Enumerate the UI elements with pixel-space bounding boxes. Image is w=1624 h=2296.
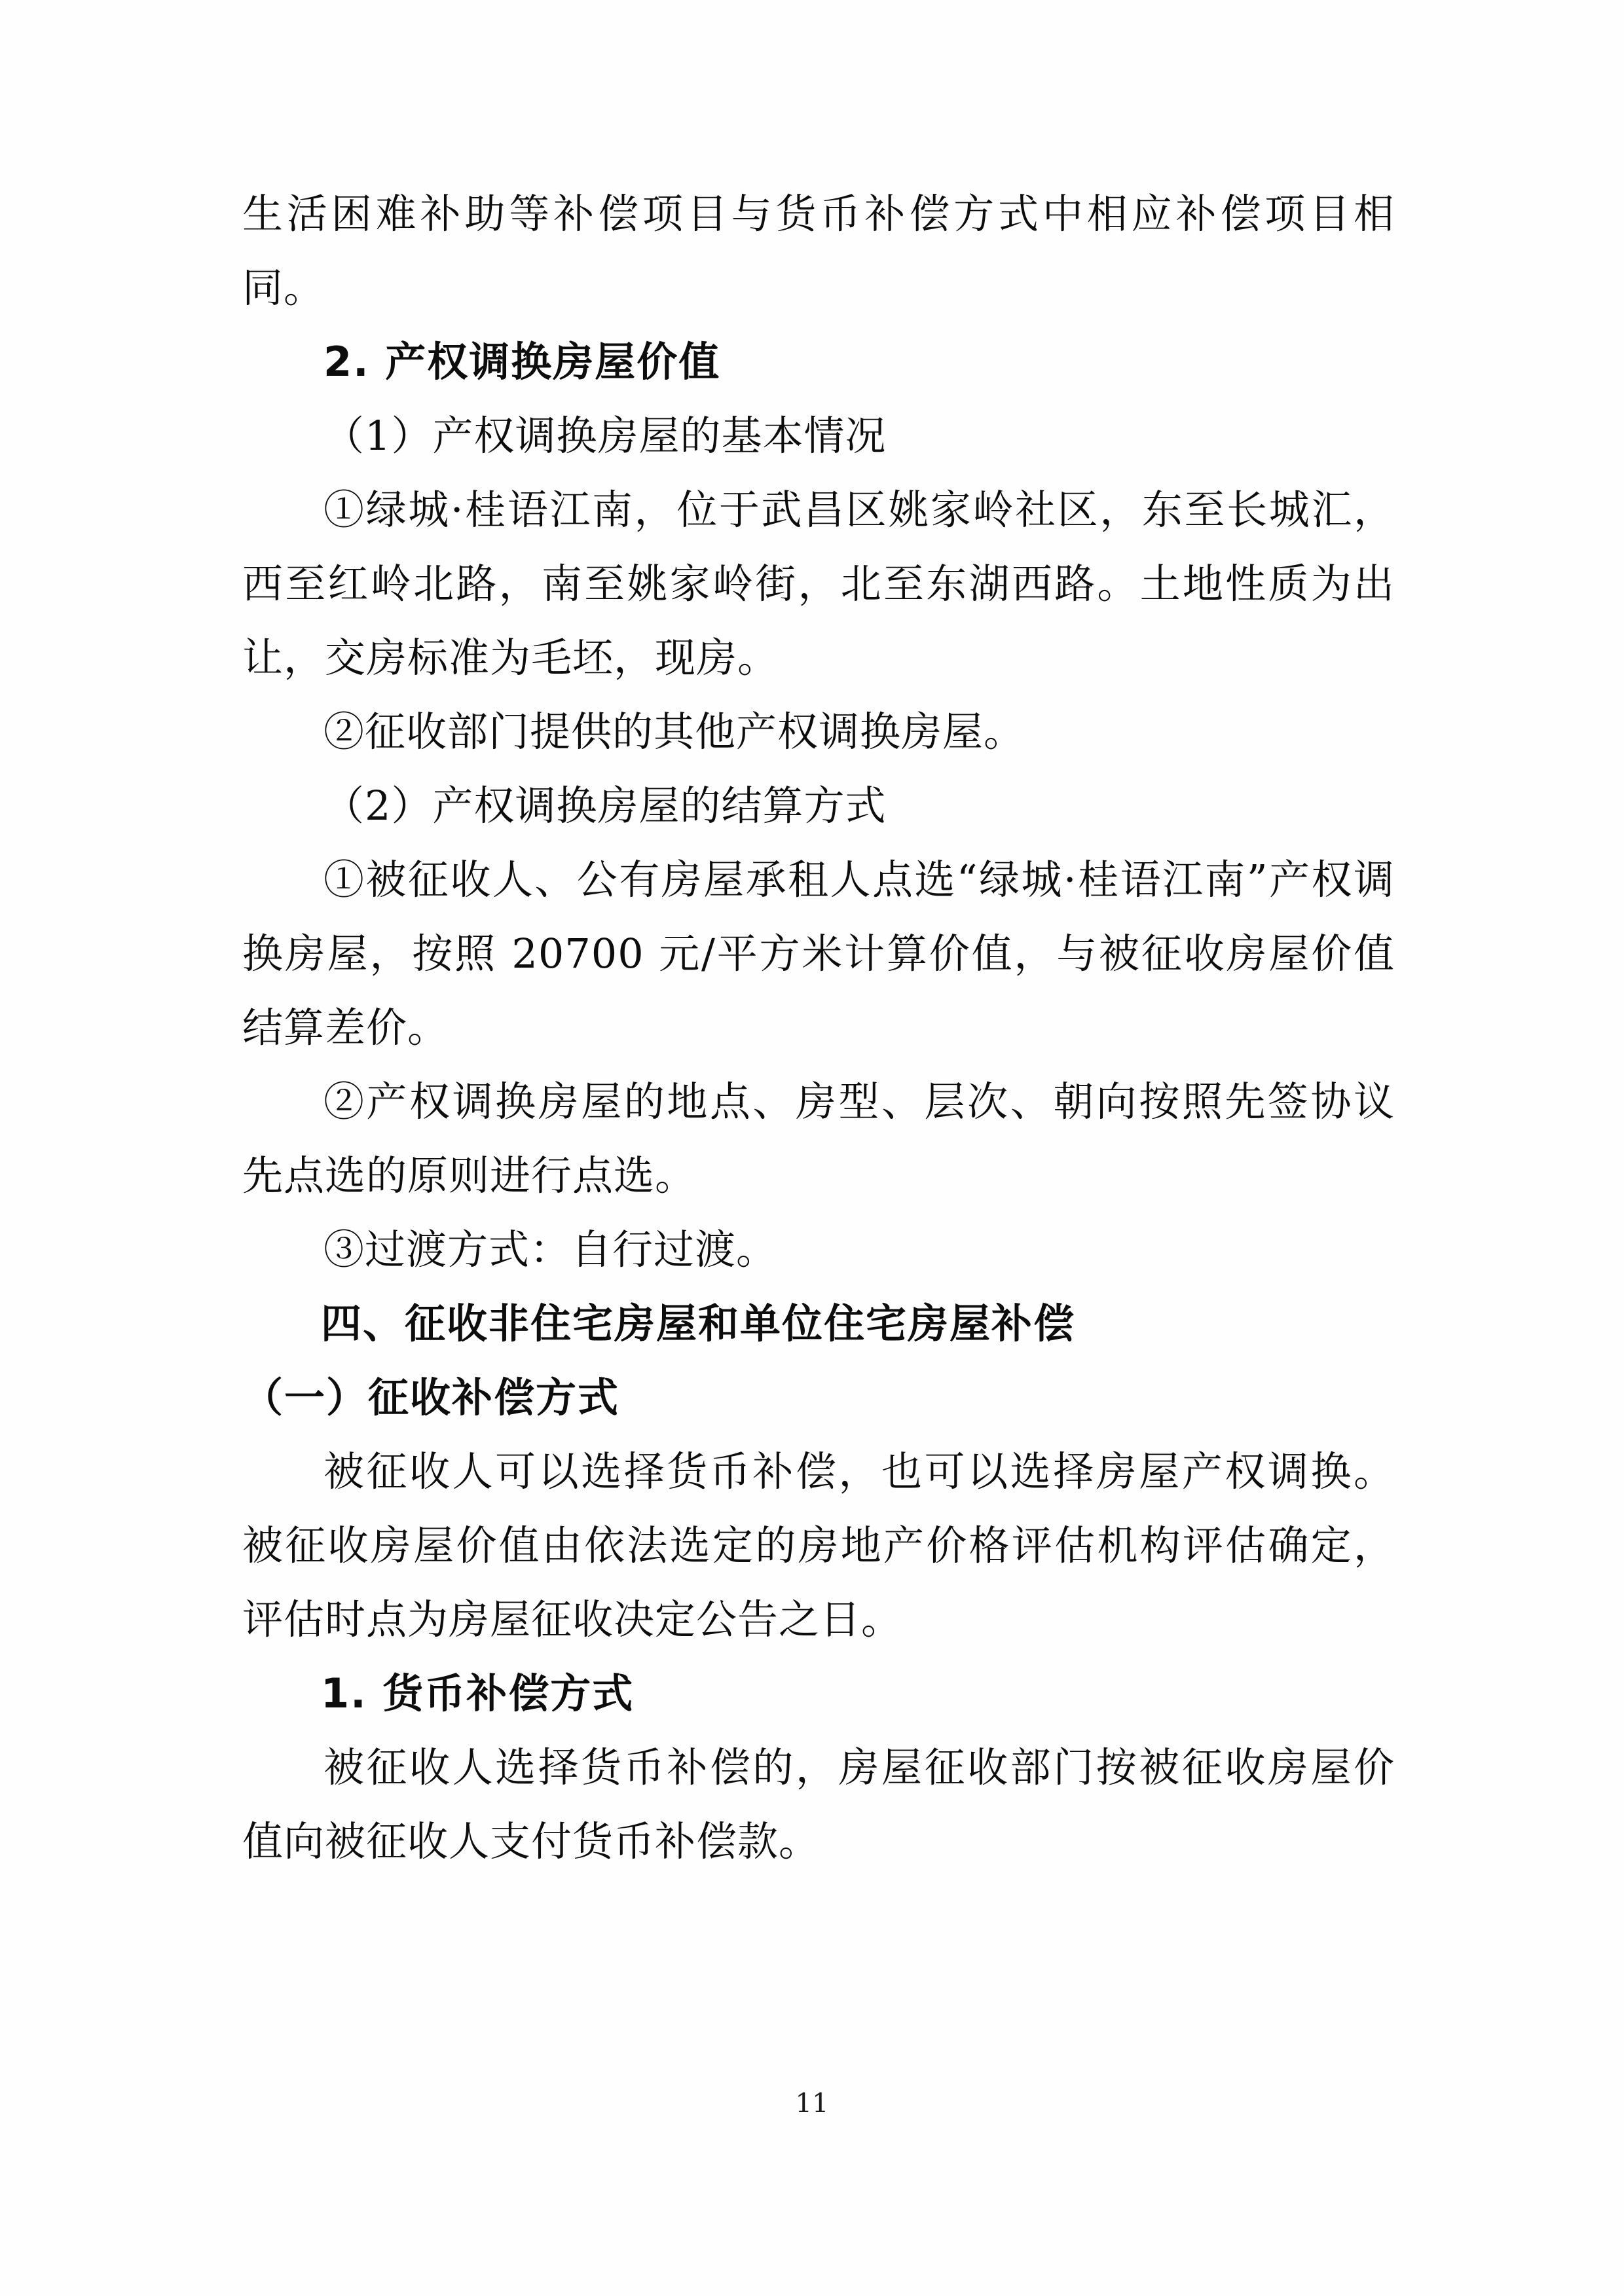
heading-monetary-compensation: 1. 货币补偿方式 (321, 1669, 635, 1717)
heading-property-exchange-value: 2. 产权调换房屋价值 (323, 338, 721, 386)
paragraph-other-exchange-houses: ②征收部门提供的其他产权调换房屋。 (323, 708, 1025, 756)
paragraph-settlement-method-title: （2）产权调换房屋的结算方式 (323, 782, 887, 829)
document-body (242, 177, 1395, 1878)
page-number: 11 (795, 2088, 829, 2119)
paragraph-settlement-price: ①被征收人、公有房屋承租人点选“绿城·桂语江南”产权调换房屋，按照 20700 元/平方米计算价值，与被征收房屋价值结算差价。 (242, 856, 1395, 1051)
paragraph-project-location: ①绿城·桂语江南，位于武昌区姚家岭社区，东至长城汇，西至红岭北路，南至姚家岭街，北至东湖西路。土地性质为出让，交房标准为毛坯，现房。 (242, 486, 1395, 682)
paragraph-selection-principle: ②产权调换房屋的地点、房型、层次、朝向按照先签协议先点选的原则进行点选。 (242, 1078, 1395, 1199)
heading-section-four: 四、征收非住宅房屋和单位住宅房屋补偿 (321, 1300, 1076, 1347)
paragraph-exchange-basic-info-title: （1）产权调换房屋的基本情况 (323, 412, 887, 460)
heading-compensation-method: （一）征收补偿方式 (242, 1374, 620, 1421)
paragraph-monetary-payment: 被征收人选择货币补偿的，房屋征收部门按被征收房屋价值向被征收人支付货币补偿款。 (242, 1743, 1395, 1865)
paragraph-continuation: 生活困难补助等补偿项目与货币补偿方式中相应补偿项目相同。 (242, 190, 1395, 312)
paragraph-compensation-choice: 被征收人可以选择货币补偿，也可以选择房屋产权调换。被征收房屋价值由依法选定的房地产价格评估机构评估确定，评估时点为房屋征收决定公告之日。 (242, 1448, 1395, 1643)
paragraph-transition-method: ③过渡方式：自行过渡。 (323, 1226, 778, 1273)
